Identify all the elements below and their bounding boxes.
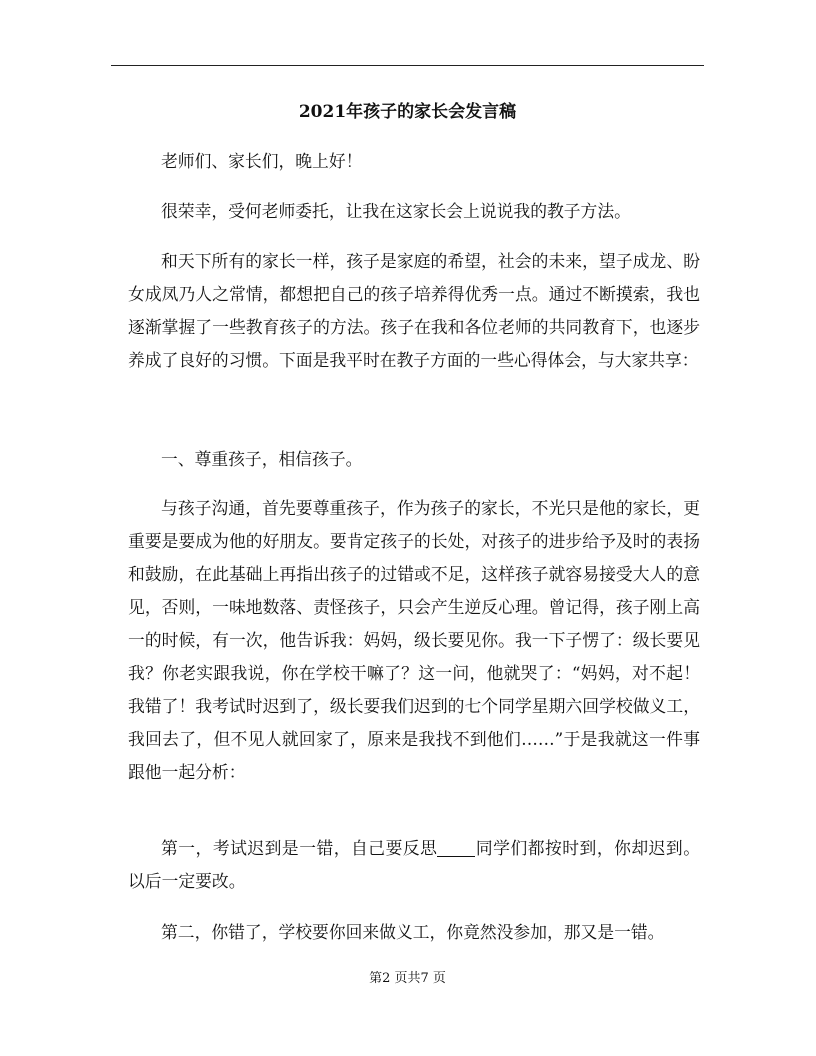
paragraph-intro: 很荣幸，受何老师委托，让我在这家长会上说说我的教子方法。 (161, 201, 631, 221)
paragraph-greeting: 老师们、家长们，晚上好！ (161, 151, 363, 171)
paragraph-background: 和天下所有的家长一样，孩子是家庭的希望，社会的未来，望子成龙、盼女成凤乃人之常情，都想把自己的孩子培养得优秀一点。通过不断摸索，我也逐渐掌握了一些教育孩子的方法。孩子在我和各位老师的共同教育下，也逐步养成了良好的习惯。下面是我平时在教子方面的一些心得体会，与大家共享： (128, 251, 700, 370)
section-heading-1: 一、尊重孩子，相信孩子。 (161, 449, 363, 469)
document-title: 2021年孩子的家长会发言稿 (298, 102, 517, 122)
fill-in-blank (437, 839, 475, 857)
header-rule (111, 65, 704, 66)
first-point-text-a: 第一，考试迟到是一错，自己要反思 (161, 838, 438, 858)
page-number: 第2 页共7 页 (369, 971, 446, 986)
paragraph-second-point: 第二，你错了，学校要你回来做义工，你竟然没参加，那又是一错。 (161, 922, 665, 942)
paragraph-respect: 与孩子沟通，首先要尊重孩子，作为孩子的家长，不光只是他的家长，更重要是要成为他的好朋友。要肯定孩子的长处，对孩子的进步给予及时的表扬和鼓励，在此基础上再指出孩子的过错或不足，这样孩子就容易接受大人的意见，否则，一味地数落、责怪孩子，只会产生逆反心理。曾记得，孩子刚上高一的时候，有一次，他告诉我：妈妈，级长要见你。我一下子愣了：级长要见我？你老实跟我说，你在学校干嘛了？这一问，他就哭了：“妈妈，对不起！我错了！我考试时迟到了，级长要我们迟到的七个同学星期六回学校做义工，我回去了，但不见人就回家了，原来是我找不到他们……”于是我就这一件事跟他一起分析： (128, 498, 700, 782)
paragraph-first-point (128, 832, 700, 898)
first-point-text-b: 同学们都按时到，你却迟到。以后一定要改。 (128, 838, 700, 891)
